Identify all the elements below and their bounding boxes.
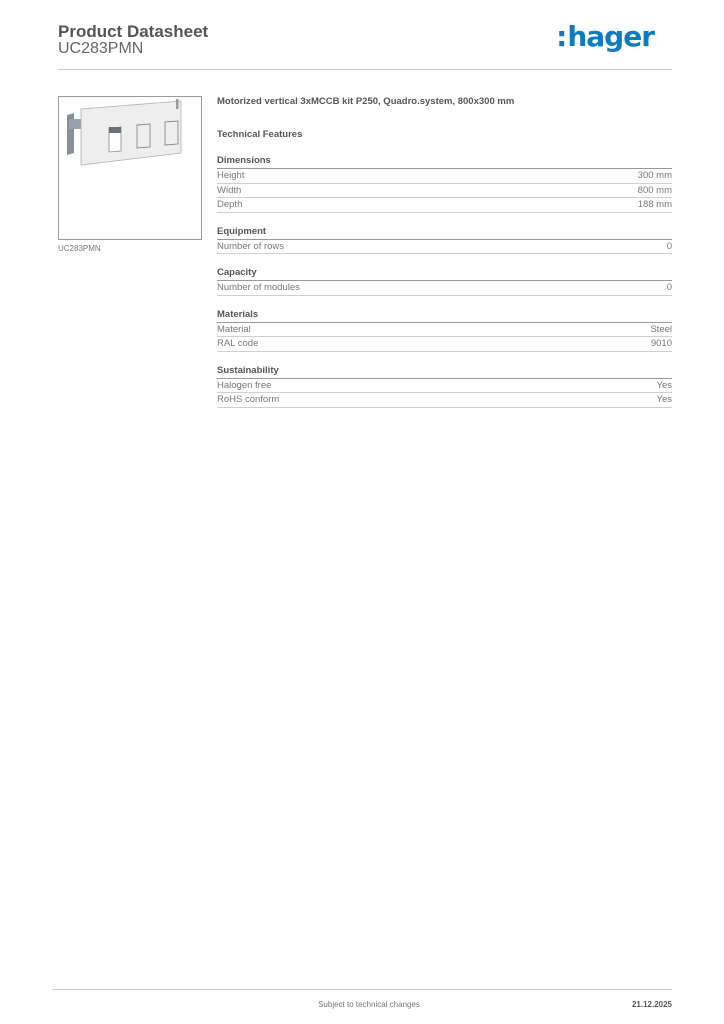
table-row — [217, 393, 672, 408]
row-label: Number of rows — [217, 240, 285, 252]
table-row — [217, 240, 672, 255]
row-label: Width — [217, 184, 242, 196]
section-materials — [217, 309, 672, 352]
row-value: 0 — [666, 282, 672, 293]
row-value: 300 mm — [637, 170, 672, 181]
image-caption: UC283PMN — [58, 244, 101, 253]
logo-colon-icon: : — [556, 20, 567, 53]
footer-date: 21.12.2025 — [631, 1000, 672, 1009]
row-value: Steel — [650, 323, 672, 335]
table-row — [217, 184, 672, 199]
product-image — [58, 96, 202, 240]
technical-features-title: Technical Features — [217, 129, 303, 140]
section-title: Capacity — [217, 267, 672, 281]
technical-content — [217, 96, 672, 408]
row-label: Height — [217, 170, 245, 181]
section-title: Materials — [217, 309, 672, 323]
page-header — [58, 20, 672, 70]
row-label: RAL code — [217, 338, 259, 349]
section-equipment — [217, 226, 672, 255]
row-label: Number of modules — [217, 282, 300, 293]
row-value: Yes — [656, 379, 672, 391]
product-description: Motorized vertical 3xMCCB kit P250, Quadro.system, 800x300 mm — [217, 96, 515, 107]
footer-note: Subject to technical changes — [318, 1000, 420, 1009]
section-dimensions — [217, 155, 672, 213]
row-label: Halogen free — [217, 379, 272, 391]
row-label: Material — [217, 323, 251, 335]
row-label: Depth — [217, 199, 243, 210]
product-code: UC283PMN — [58, 40, 144, 57]
logo-text: hager — [567, 20, 654, 53]
section-title: Dimensions — [217, 155, 672, 169]
document-title: Product Datasheet — [58, 22, 209, 41]
table-row — [217, 379, 672, 394]
section-title: Sustainability — [217, 365, 672, 379]
product-illustration-icon — [59, 97, 201, 239]
page-footer — [52, 989, 672, 1020]
section-title: Equipment — [217, 226, 672, 240]
row-value: 800 mm — [637, 184, 672, 196]
row-value: Yes — [656, 394, 672, 405]
section-capacity — [217, 267, 672, 296]
table-row — [217, 337, 672, 352]
hager-logo — [556, 20, 654, 53]
row-value: 9010 — [650, 338, 672, 349]
section-sustainability — [217, 365, 672, 408]
table-row — [217, 169, 672, 184]
row-label: RoHS conform — [217, 394, 280, 405]
row-value: 188 mm — [637, 199, 672, 210]
table-row — [217, 323, 672, 338]
table-row — [217, 198, 672, 213]
table-row — [217, 281, 672, 296]
row-value: 0 — [666, 240, 672, 252]
